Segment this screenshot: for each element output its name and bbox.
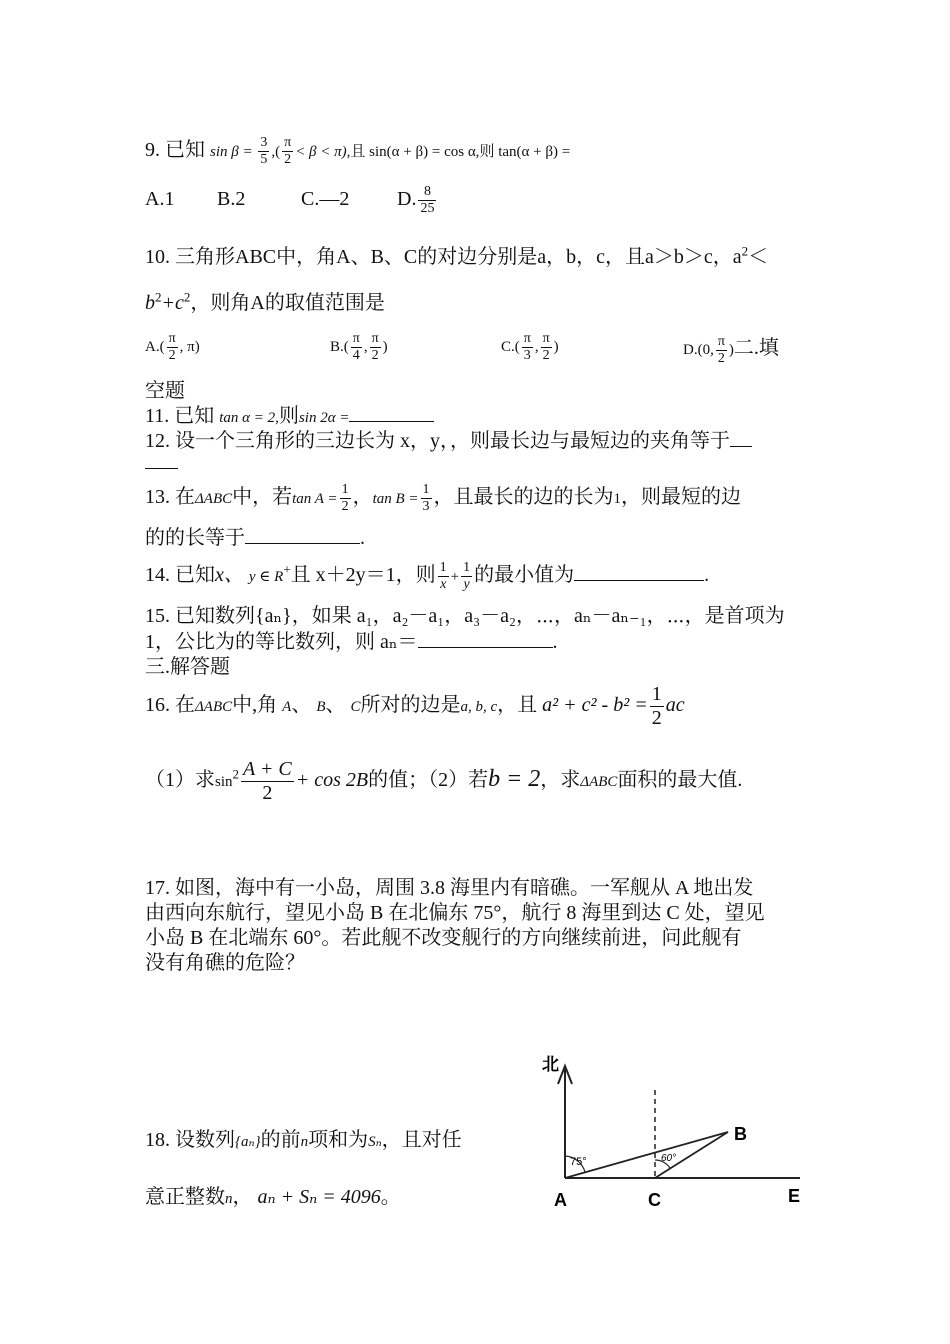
q9-frac-pi-2: $\frac{\pi}{2}$ [284, 134, 292, 167]
north-label: 北 [542, 1055, 559, 1074]
q13-answer-blank[interactable] [245, 525, 360, 544]
section2-heading-part2: 空题 [145, 380, 185, 402]
q12-line: 12. 设一个三角形的三边长为 x，y，，则最长边与最短边的夹角等于 [145, 424, 752, 453]
q15-line2: 1，公比为的等比数列，则 aₙ＝ . [145, 631, 558, 653]
q9-option-a: A.1 [145, 188, 175, 211]
point-b-label: B [734, 1124, 747, 1144]
q10-line2: $b^2+c^2$，则角A的取值范围是 [145, 289, 385, 314]
line-ab [565, 1132, 728, 1178]
q9-number: 9. 已知 [145, 139, 205, 161]
angle-75-label: 75° [570, 1156, 587, 1168]
q9-option-b: B.2 [217, 188, 246, 211]
q10-option-d: D.(0, $\frac{\pi}{2}$ )二.填 [683, 333, 779, 367]
q9-line: 9. 已知 sin β = $\frac{3}{5}$ ,( $\frac{\pi}{2}$ < β < π),且 sin(α + β) = cos α,则 tan(α + β) = [145, 134, 571, 167]
point-a-label: A [554, 1190, 567, 1210]
q9-option-c: C.—2 [301, 188, 350, 211]
q15-answer-blank[interactable] [418, 629, 553, 648]
q18-line2: 意正整数n， aₙ + Sₙ = 4096。 [145, 1186, 401, 1208]
q9-options [145, 184, 438, 217]
point-e-label: E [788, 1186, 801, 1206]
q9-frac-3-5: $\frac{3}{5}$ [260, 134, 268, 167]
q14-line: 14. 已知x、 y ∈ R+且 x＋2y＝1，则 $\frac{1}{x}$ + $\frac{1}{y}$ 的最小值为 . [145, 559, 710, 592]
q9-sin-beta: sin β = [210, 144, 257, 160]
section2-heading-part1: 二.填 [733, 337, 779, 359]
q9-condition: 且 sin(α + β) = cos α, [350, 144, 480, 160]
q13-line2: 的的长等于 . [145, 527, 365, 549]
q11-answer-blank[interactable] [349, 403, 434, 422]
q12-line2 [145, 450, 178, 475]
q13-line1: 13. 在ΔABC中，若tan A = $\frac{1}{2}$ ，tan B = $\frac{1}{3}$ ，且最长的边的长为1，则最短的边 [145, 481, 742, 514]
q17-line3: 小岛 B 在北端东 60°。若此舰不改变舰行的方向继续前进，问此舰有 [145, 927, 742, 949]
q15-line1: 15. 已知数列{aₙ}，如果 a₁，a₂－a₁，a₃－a₂，⋯，aₙ－aₙ₋₁，⋯，是首项为 [145, 605, 785, 627]
q17-line2: 由西向东航行，望见小岛 B 在北偏东 75°，航行 8 海里到达 C 处，望见 [145, 902, 765, 924]
q10-option-c: C.( $\frac{\pi}{3}$ , $\frac{\pi}{2}$ ) [501, 331, 559, 364]
q12-answer-blank-1[interactable] [730, 428, 752, 447]
q16-line2: （1）求$\sin^2$ $\frac{A + C}{2}$ + cos 2B的值；（2）若b = 2，求ΔABC面积的最大值. [145, 758, 743, 804]
q11-line: 11. 已知 tan α = 2,则sin 2α = [145, 399, 434, 428]
angle-60-label: 60° [661, 1153, 677, 1164]
q9-option-d: D. $\frac{8}{25}$ [397, 184, 435, 217]
section3-heading: 三.解答题 [145, 656, 230, 678]
q12-answer-blank-2[interactable] [145, 450, 178, 469]
navigation-diagram [530, 1050, 820, 1220]
q9-question: 则 tan(α + β) = [479, 144, 571, 160]
q17-line4: 没有角礁的危险？ [145, 952, 305, 974]
q18-line1: 18. 设数列{aₙ}的前n项和为Sₙ，且对任 [145, 1129, 462, 1151]
q10-option-a: A.( $\frac{\pi}{2}$ , π) [145, 331, 200, 364]
q16-line1: 16. 在ΔABC中,角 A、 B、 C所对的边是a, b, c，且 a² + c² - b² = $\frac{1}{2}$ ac [145, 683, 685, 729]
q10-option-b: B.( $\frac{\pi}{4}$ , $\frac{\pi}{2}$ ) [330, 331, 388, 364]
point-c-label: C [648, 1190, 661, 1210]
q14-answer-blank[interactable] [574, 562, 704, 581]
q10-line1: 10. 三角形ABC中，角A、B、C的对边分别是a，b，c，且a＞b＞c，$a^2<$ [145, 243, 769, 268]
q17-line1: 17. 如图，海中有一小岛，周围 3.8 海里内有暗礁。一军舰从 A 地出发 [145, 877, 754, 899]
